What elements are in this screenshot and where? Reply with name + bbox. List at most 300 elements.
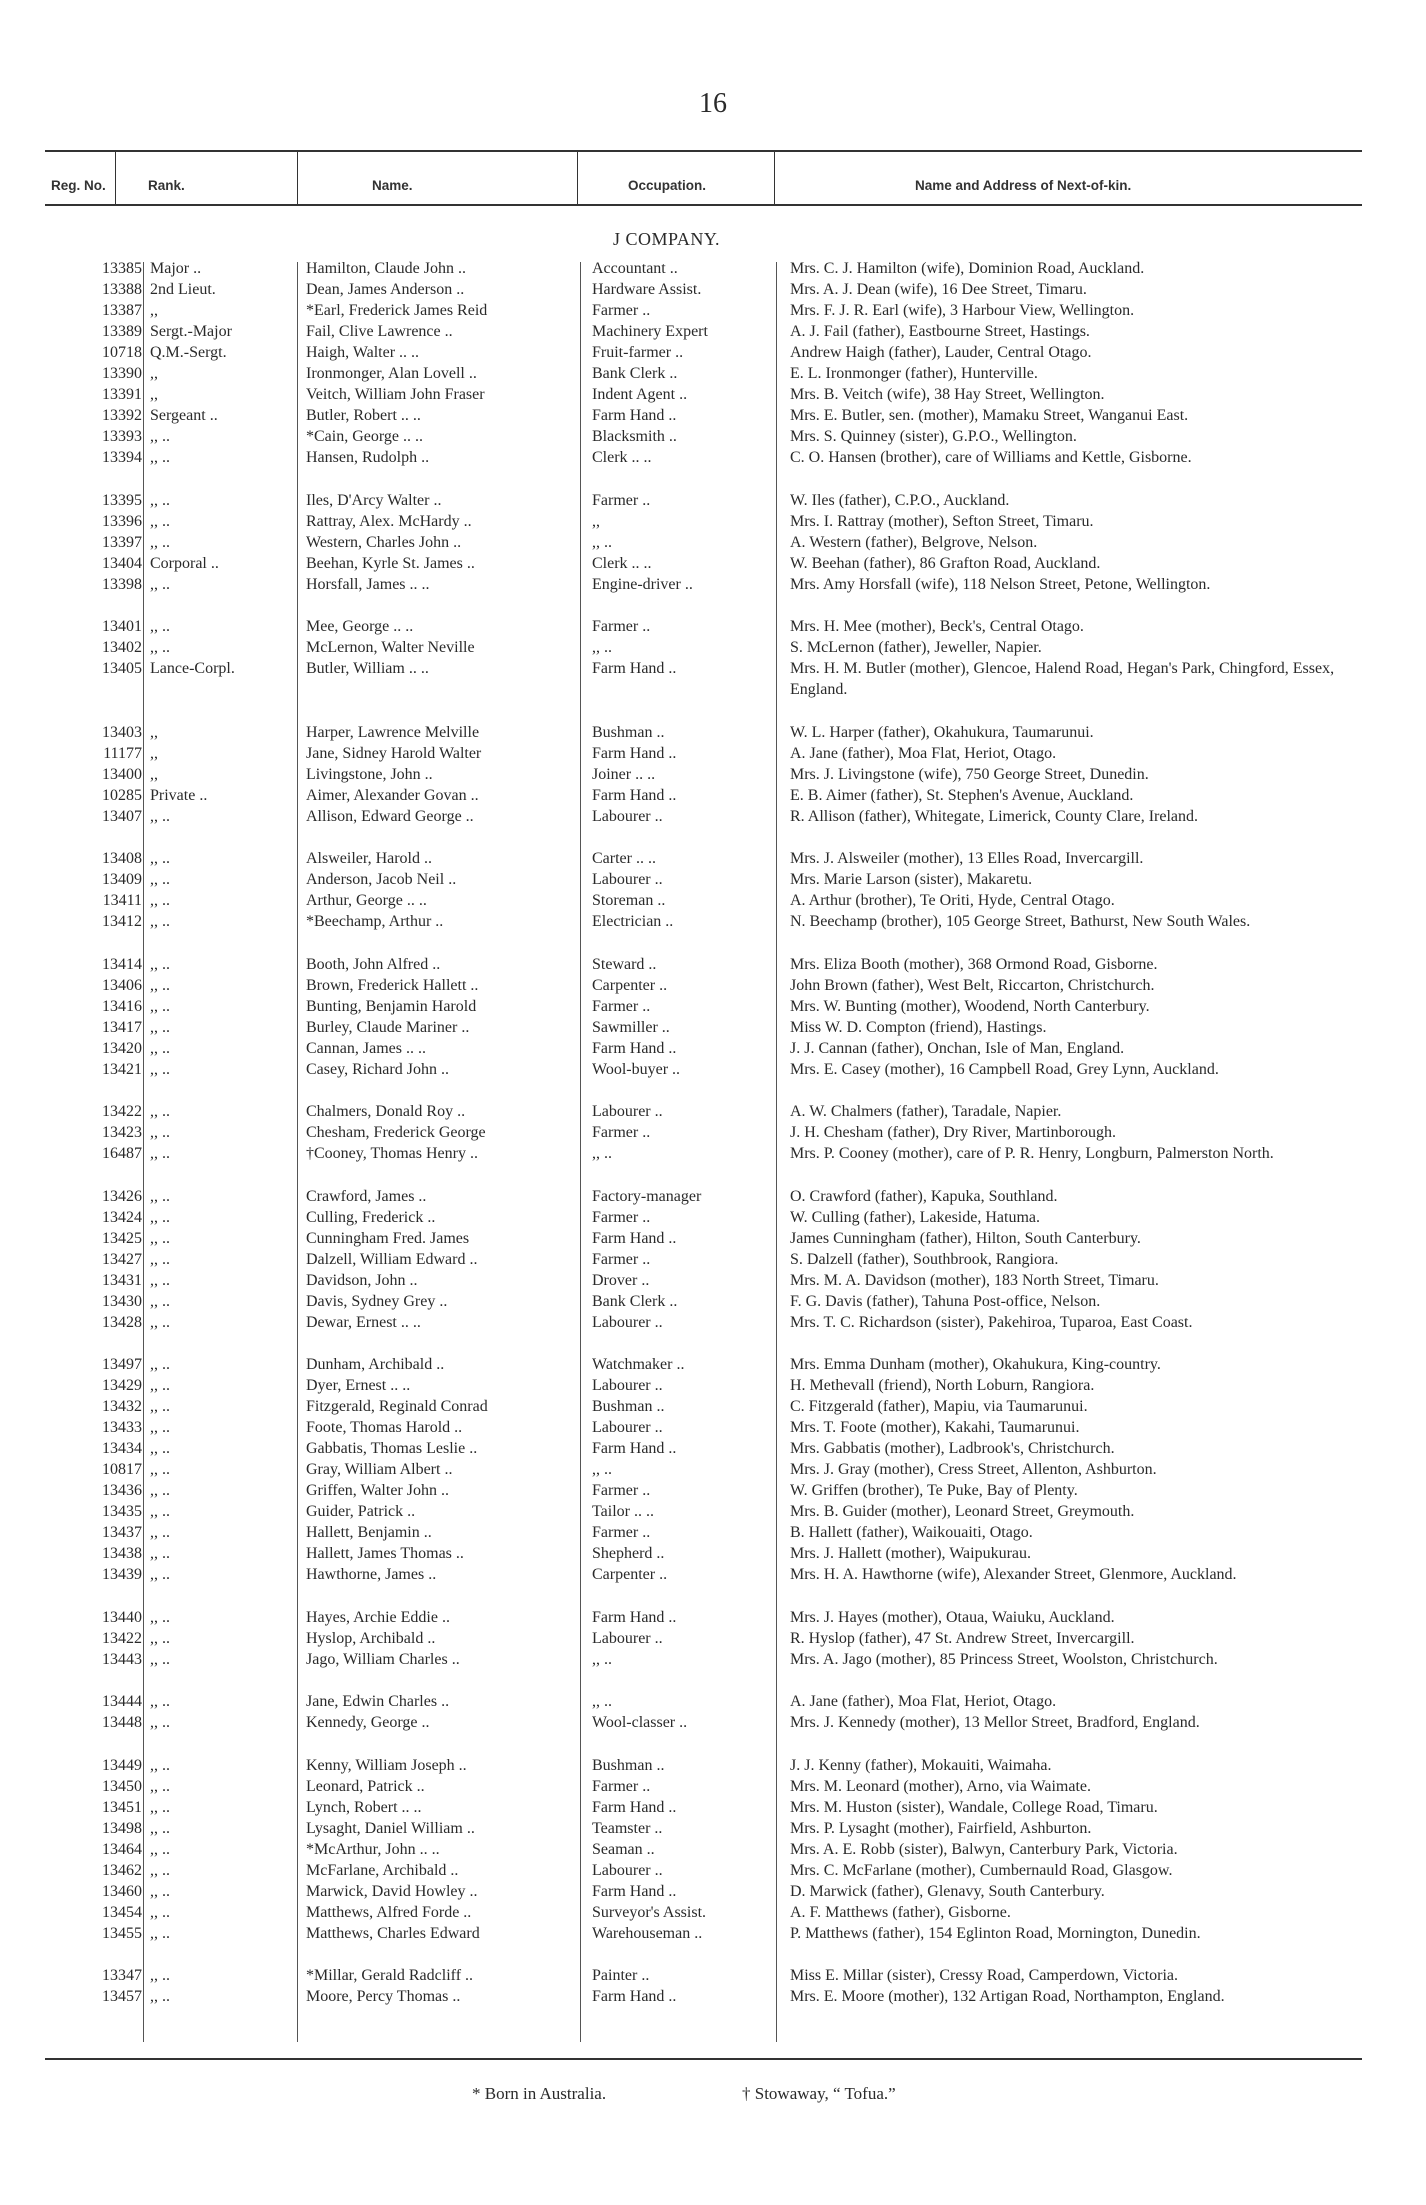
next-of-kin-cell: Mrs. Marie Larson (sister), Makaretu.: [790, 871, 1033, 888]
name-cell: Anderson, Jacob Neil ..: [306, 871, 457, 888]
next-of-kin-cell: Mrs. M. Leonard (mother), Arno, via Waimate.: [790, 1777, 1092, 1795]
name-cell: Chalmers, Donald Roy ..: [306, 1103, 466, 1120]
entry-group: [0, 1186, 1426, 1333]
table-row: [0, 342, 1426, 363]
rank-cell: Private ..: [150, 786, 208, 804]
rank-cell: ,, ..: [150, 1693, 170, 1710]
next-of-kin-cell: A. Western (father), Belgrove, Nelson.: [790, 533, 1038, 551]
name-cell: Allison, Edward George ..: [306, 807, 474, 825]
occupation-cell: Farm Hand ..: [592, 1229, 677, 1247]
rank-cell: ,, ..: [150, 1503, 170, 1520]
occupation-cell: ,, ..: [592, 1650, 612, 1668]
header-rank: Rank.: [148, 178, 185, 193]
name-cell: *Millar, Gerald Radcliff ..: [306, 1967, 474, 1984]
reg-no-cell: 13432: [102, 1398, 142, 1415]
next-of-kin-cell: Mrs. A. Jago (mother), 85 Princess Street, Woolston, Christchurch.: [790, 1650, 1218, 1668]
reg-no-cell: 13433: [102, 1419, 142, 1436]
occupation-cell: Tailor .. ..: [592, 1503, 654, 1520]
reg-no-cell: 13449: [102, 1756, 142, 1774]
next-of-kin-cell: Mrs. E. Butler, sen. (mother), Mamaku Street, Wanganui East.: [790, 407, 1189, 424]
name-cell: †Cooney, Thomas Henry ..: [306, 1145, 478, 1162]
name-cell: Hawthorne, James ..: [306, 1566, 437, 1583]
reg-no-cell: 13460: [102, 1882, 142, 1900]
name-cell: Hallett, Benjamin ..: [306, 1524, 432, 1541]
occupation-cell: Shepherd ..: [592, 1545, 665, 1562]
name-cell: Gabbatis, Thomas Leslie ..: [306, 1440, 478, 1457]
rank-cell: ,, ..: [150, 1650, 170, 1668]
occupation-cell: Farmer ..: [592, 997, 651, 1015]
next-of-kin-cell: Mrs. S. Quinney (sister), G.P.O., Wellington.: [790, 428, 1077, 445]
reg-no-cell: 13409: [102, 871, 142, 888]
table-row: [0, 553, 1426, 574]
rank-cell: ,, ..: [150, 1356, 170, 1373]
table-row: [0, 1375, 1426, 1396]
occupation-cell: Labourer ..: [592, 1103, 663, 1120]
name-cell: Brown, Frederick Hallett ..: [306, 976, 479, 994]
entry-group: [0, 1965, 1426, 2007]
reg-no-cell: 11177: [103, 744, 142, 762]
table-row: [0, 300, 1426, 321]
reg-no-cell: 13396: [102, 512, 142, 530]
name-cell: Butler, William .. ..: [306, 660, 429, 677]
rank-cell: ,,: [150, 723, 158, 741]
reg-no-cell: 13411: [102, 892, 142, 909]
table-row: [0, 1270, 1426, 1291]
rank-cell: ,, ..: [150, 491, 170, 509]
next-of-kin-cell: James Cunningham (father), Hilton, South Canterbury.: [790, 1229, 1141, 1247]
rank-cell: ,, ..: [150, 1124, 170, 1141]
reg-no-cell: 13425: [102, 1229, 142, 1247]
name-cell: *Beechamp, Arthur ..: [306, 913, 444, 930]
name-cell: Hamilton, Claude John ..: [306, 260, 466, 277]
reg-no-cell: 13391: [102, 386, 142, 403]
page-number: 16: [699, 88, 727, 119]
next-of-kin-cell: Mrs. M. Huston (sister), Wandale, College Road, Timaru.: [790, 1798, 1158, 1816]
occupation-cell: Painter ..: [592, 1967, 650, 1984]
rank-cell: ,, ..: [150, 1861, 170, 1879]
name-cell: Arthur, George .. ..: [306, 892, 427, 909]
reg-no-cell: 13388: [102, 281, 142, 298]
next-of-kin-cell: Miss W. D. Compton (friend), Hastings.: [790, 1018, 1047, 1036]
rank-cell: ,, ..: [150, 1145, 170, 1162]
occupation-cell: Farm Hand ..: [592, 786, 677, 804]
reg-no-cell: 13427: [102, 1250, 142, 1268]
rank-cell: ,,: [150, 365, 158, 382]
rank-cell: ,, ..: [150, 807, 170, 825]
next-of-kin-cell: A. Jane (father), Moa Flat, Heriot, Otago.: [790, 744, 1057, 762]
rank-cell: Sergt.-Major: [150, 323, 232, 340]
next-of-kin-cell: R. Hyslop (father), 47 St. Andrew Street, Invercargill.: [790, 1629, 1135, 1647]
rank-cell: ,, ..: [150, 871, 170, 888]
occupation-cell: Factory-manager: [592, 1187, 702, 1205]
reg-no-cell: 13402: [102, 639, 142, 656]
table-row: [0, 1755, 1426, 1776]
table-row: [0, 1818, 1426, 1839]
reg-no-cell: 13412: [102, 913, 142, 930]
rank-cell: ,, ..: [150, 575, 170, 593]
next-of-kin-cell: Mrs. C. J. Hamilton (wife), Dominion Road, Auckland.: [790, 260, 1145, 277]
rank-cell: ,, ..: [150, 1566, 170, 1583]
rank-cell: ,, ..: [150, 955, 170, 973]
table-row: [0, 890, 1426, 911]
next-of-kin-cell: C. O. Hansen (brother), care of Williams and Kettle, Gisborne.: [790, 449, 1192, 466]
table-row: [0, 1017, 1426, 1038]
reg-no-cell: 13436: [102, 1482, 142, 1499]
rank-cell: ,, ..: [150, 449, 170, 466]
next-of-kin-cell: E. B. Aimer (father), St. Stephen's Avenue, Auckland.: [790, 786, 1134, 804]
table-row: [0, 764, 1426, 785]
name-cell: Dyer, Ernest .. ..: [306, 1377, 411, 1394]
next-of-kin-cell: R. Allison (father), Whitegate, Limerick, County Clare, Ireland.: [790, 807, 1199, 825]
name-cell: Livingstone, John ..: [306, 765, 433, 783]
rank-cell: ,, ..: [150, 1840, 170, 1858]
table-row: [0, 405, 1426, 426]
rank-cell: ,, ..: [150, 1777, 170, 1795]
reg-no-cell: 13428: [102, 1313, 142, 1331]
next-of-kin-cell: P. Matthews (father), 154 Eglinton Road, Mornington, Dunedin.: [790, 1924, 1201, 1942]
next-of-kin-cell: Mrs. Eliza Booth (mother), 368 Ormond Road, Gisborne.: [790, 955, 1158, 973]
next-of-kin-cell: Mrs. J. Livingstone (wife), 750 George Street, Dunedin.: [790, 765, 1149, 783]
occupation-cell: Labourer ..: [592, 807, 663, 825]
next-of-kin-cell: W. L. Harper (father), Okahukura, Taumarunui.: [790, 723, 1094, 741]
reg-no-cell: 13437: [102, 1524, 142, 1541]
entry-group: [0, 258, 1426, 468]
occupation-cell: Storeman ..: [592, 892, 666, 909]
next-of-kin-cell: A. J. Fail (father), Eastbourne Street, Hastings.: [790, 323, 1090, 340]
table-row: [0, 616, 1426, 637]
occupation-cell: Farm Hand ..: [592, 660, 677, 677]
occupation-cell: Farm Hand ..: [592, 744, 677, 762]
name-cell: Chesham, Frederick George: [306, 1124, 486, 1141]
reg-no-cell: 13426: [102, 1187, 142, 1205]
table-row: [0, 1059, 1426, 1080]
next-of-kin-cell: A. Jane (father), Moa Flat, Heriot, Otago.: [790, 1693, 1057, 1710]
reg-no-cell: 13429: [102, 1377, 142, 1394]
next-of-kin-cell: Mrs. J. Gray (mother), Cress Street, Allenton, Ashburton.: [790, 1461, 1157, 1478]
next-of-kin-cell: Mrs. A. E. Robb (sister), Balwyn, Canterbury Park, Victoria.: [790, 1840, 1178, 1858]
occupation-cell: Labourer ..: [592, 1419, 663, 1436]
rank-cell: ,, ..: [150, 1714, 170, 1731]
table-row: [0, 511, 1426, 532]
rank-cell: ,, ..: [150, 1629, 170, 1647]
name-cell: Rattray, Alex. McHardy ..: [306, 512, 472, 530]
next-of-kin-cell: Mrs. C. McFarlane (mother), Cumbernauld Road, Glasgow.: [790, 1861, 1173, 1879]
name-cell: Dean, James Anderson ..: [306, 281, 465, 298]
reg-no-cell: 13389: [102, 323, 142, 340]
reg-no-cell: 13422: [102, 1103, 142, 1120]
entry-group: [0, 954, 1426, 1080]
occupation-cell: ,, ..: [592, 533, 612, 551]
reg-no-cell: 13393: [102, 428, 142, 445]
next-of-kin-cell: Mrs. B. Veitch (wife), 38 Hay Street, Wellington.: [790, 386, 1105, 403]
name-cell: Booth, John Alfred ..: [306, 955, 441, 973]
table-row: [0, 1459, 1426, 1480]
name-cell: Aimer, Alexander Govan ..: [306, 786, 479, 804]
reg-no-cell: 13462: [102, 1861, 142, 1879]
next-of-kin-cell: Andrew Haigh (father), Lauder, Central Otago.: [790, 344, 1092, 361]
reg-no-cell: 13395: [102, 491, 142, 509]
next-of-kin-cell: Mrs. J. Hayes (mother), Otaua, Waiuku, Auckland.: [790, 1608, 1115, 1626]
name-cell: Moore, Percy Thomas ..: [306, 1988, 461, 2005]
next-of-kin-cell: Mrs. J. Alsweiler (mother), 13 Elles Road, Invercargill.: [790, 850, 1144, 867]
table-row: [0, 1712, 1426, 1733]
next-of-kin-cell: Mrs. F. J. R. Earl (wife), 3 Harbour View, Wellington.: [790, 302, 1135, 319]
table-row: [0, 1839, 1426, 1860]
table-row: [0, 722, 1426, 743]
next-of-kin-cell: Mrs. P. Cooney (mother), care of P. R. Henry, Longburn, Palmerston North.: [790, 1145, 1274, 1162]
occupation-cell: Accountant ..: [592, 260, 678, 277]
entry-group: [0, 1101, 1426, 1164]
reg-no-cell: 13430: [102, 1292, 142, 1310]
table-row: [0, 1860, 1426, 1881]
rank-cell: ,, ..: [150, 1187, 170, 1205]
occupation-cell: Farm Hand ..: [592, 1608, 677, 1626]
rank-cell: ,, ..: [150, 997, 170, 1015]
rank-cell: ,, ..: [150, 1461, 170, 1478]
reg-no-cell: 13431: [102, 1271, 142, 1289]
rank-cell: ,,: [150, 386, 158, 403]
name-cell: Culling, Frederick ..: [306, 1208, 436, 1226]
table-row: [0, 1607, 1426, 1628]
reg-no-cell: 13450: [102, 1777, 142, 1795]
reg-no-cell: 13457: [102, 1988, 142, 2005]
rank-cell: ,, ..: [150, 1545, 170, 1562]
occupation-cell: Blacksmith ..: [592, 428, 677, 445]
name-cell: Iles, D'Arcy Walter ..: [306, 491, 442, 509]
reg-no-cell: 13439: [102, 1566, 142, 1583]
header-name: Name.: [372, 178, 413, 193]
next-of-kin-cell: Mrs. P. Lysaght (mother), Fairfield, Ashburton.: [790, 1819, 1092, 1837]
table-row: [0, 1417, 1426, 1438]
next-of-kin-cell: Mrs. W. Bunting (mother), Woodend, North Canterbury.: [790, 997, 1150, 1015]
name-cell: Kenny, William Joseph ..: [306, 1756, 467, 1774]
next-of-kin-cell: Mrs. J. Kennedy (mother), 13 Mellor Street, Bradford, England.: [790, 1714, 1200, 1731]
occupation-cell: Farm Hand ..: [592, 1440, 677, 1457]
name-cell: Jane, Edwin Charles ..: [306, 1693, 450, 1710]
table-row: [0, 806, 1426, 827]
rank-cell: Corporal ..: [150, 554, 219, 572]
reg-no-cell: 13397: [102, 533, 142, 551]
occupation-cell: Carpenter ..: [592, 976, 668, 994]
name-cell: Hayes, Archie Eddie ..: [306, 1608, 450, 1626]
rank-cell: ,, ..: [150, 976, 170, 994]
rank-cell: ,, ..: [150, 1419, 170, 1436]
table-row: [0, 1207, 1426, 1228]
occupation-cell: Watchmaker ..: [592, 1356, 685, 1373]
table-row: [0, 1522, 1426, 1543]
next-of-kin-cell: Mrs. H. M. Butler (mother), Glencoe, Halend Road, Hegan's Park, Chingford, Essex, England.: [790, 660, 1335, 698]
rank-cell: ,, ..: [150, 850, 170, 867]
reg-no-cell: 13438: [102, 1545, 142, 1562]
next-of-kin-cell: Mrs. H. Mee (mother), Beck's, Central Otago.: [790, 618, 1084, 635]
reg-no-cell: 13390: [102, 365, 142, 382]
occupation-cell: Electrician ..: [592, 913, 674, 930]
table-row: [0, 1291, 1426, 1312]
company-title: J COMPANY.: [613, 229, 721, 249]
table-row: [0, 1923, 1426, 1944]
footnote-stowaway: † Stowaway, “ Tofua.”: [742, 2084, 896, 2103]
rank-cell: Q.M.-Sergt.: [150, 344, 227, 361]
next-of-kin-cell: A. F. Matthews (father), Gisborne.: [790, 1903, 1011, 1921]
name-cell: Beehan, Kyrle St. James ..: [306, 554, 475, 572]
name-cell: Alsweiler, Harold ..: [306, 850, 432, 867]
table-row: [0, 321, 1426, 342]
rank-cell: ,,: [150, 744, 158, 762]
table-row: [0, 1480, 1426, 1501]
name-cell: Jago, William Charles ..: [306, 1650, 460, 1668]
rank-cell: ,, ..: [150, 892, 170, 909]
occupation-cell: Farmer ..: [592, 1482, 651, 1499]
name-cell: Butler, Robert .. ..: [306, 407, 421, 424]
reg-no-cell: 13464: [102, 1840, 142, 1858]
table-row: [0, 1986, 1426, 2007]
next-of-kin-cell: J. J. Cannan (father), Onchan, Isle of Man, England.: [790, 1039, 1125, 1057]
occupation-cell: Carpenter ..: [592, 1566, 668, 1583]
name-cell: Matthews, Charles Edward: [306, 1924, 480, 1942]
rank-cell: ,, ..: [150, 1967, 170, 1984]
reg-no-cell: 13498: [102, 1819, 142, 1837]
rank-cell: 2nd Lieut.: [150, 281, 216, 298]
reg-no-cell: 13398: [102, 575, 142, 593]
name-cell: Griffen, Walter John ..: [306, 1482, 449, 1499]
rank-cell: Major ..: [150, 260, 202, 277]
next-of-kin-cell: Mrs. Emma Dunham (mother), Okahukura, King-country.: [790, 1356, 1161, 1373]
reg-no-cell: 10817: [102, 1461, 142, 1478]
occupation-cell: Labourer ..: [592, 1629, 663, 1647]
name-cell: Hyslop, Archibald ..: [306, 1629, 436, 1647]
footnote-born-in-australia: * Born in Australia.: [472, 2084, 607, 2103]
occupation-cell: Labourer ..: [592, 1377, 663, 1394]
table-row: [0, 1501, 1426, 1522]
entry-group: [0, 1354, 1426, 1585]
occupation-cell: Clerk .. ..: [592, 554, 652, 572]
entry-group: [0, 490, 1426, 595]
header-occupation: Occupation.: [628, 178, 707, 193]
entry-group: [0, 1691, 1426, 1733]
table-row: [0, 1965, 1426, 1986]
reg-no-cell: 13401: [102, 618, 142, 635]
next-of-kin-cell: Mrs. I. Rattray (mother), Sefton Street, Timaru.: [790, 512, 1094, 530]
footer-rule: [45, 2058, 1362, 2060]
table-row: [0, 637, 1426, 658]
reg-no-cell: 13385: [102, 260, 142, 277]
header-reg-no: Reg. No.: [51, 178, 106, 193]
next-of-kin-cell: W. Iles (father), C.P.O., Auckland.: [790, 491, 1010, 509]
occupation-cell: ,, ..: [592, 1693, 612, 1710]
occupation-cell: Farmer ..: [592, 1208, 651, 1226]
occupation-cell: ,, ..: [592, 1461, 612, 1478]
occupation-cell: Hardware Assist.: [592, 281, 702, 298]
name-cell: Foote, Thomas Harold ..: [306, 1419, 463, 1436]
reg-no-cell: 13406: [102, 976, 142, 994]
table-row: [0, 1902, 1426, 1923]
name-cell: Leonard, Patrick ..: [306, 1777, 425, 1795]
table-row: [0, 1312, 1426, 1333]
name-cell: Davis, Sydney Grey ..: [306, 1292, 448, 1310]
table-row: [0, 1186, 1426, 1207]
next-of-kin-cell: W. Griffen (brother), Te Puke, Bay of Plenty.: [790, 1482, 1078, 1499]
reg-no-cell: 10285: [102, 786, 142, 804]
entry-group: [0, 848, 1426, 932]
next-of-kin-cell: John Brown (father), West Belt, Riccarton, Christchurch.: [790, 976, 1155, 994]
name-cell: Jane, Sidney Harold Walter: [306, 744, 482, 762]
occupation-cell: ,, ..: [592, 1145, 612, 1162]
next-of-kin-cell: A. Arthur (brother), Te Oriti, Hyde, Central Otago.: [790, 892, 1115, 909]
next-of-kin-cell: Mrs. T. Foote (mother), Kakahi, Taumarunui.: [790, 1419, 1080, 1436]
rank-cell: ,, ..: [150, 639, 170, 656]
occupation-cell: Bushman ..: [592, 723, 665, 741]
table-row: [0, 1797, 1426, 1818]
rank-cell: ,, ..: [150, 1924, 170, 1942]
name-cell: McLernon, Walter Neville: [306, 639, 475, 656]
occupation-cell: Joiner .. ..: [592, 765, 656, 783]
reg-no-cell: 13405: [102, 660, 142, 677]
table-row: [0, 1543, 1426, 1564]
occupation-cell: Bushman ..: [592, 1756, 665, 1774]
table-row: [0, 279, 1426, 300]
occupation-cell: Bank Clerk ..: [592, 365, 678, 382]
rank-cell: ,, ..: [150, 1798, 170, 1816]
occupation-cell: Farmer ..: [592, 491, 651, 509]
name-cell: Fitzgerald, Reginald Conrad: [306, 1398, 488, 1415]
occupation-cell: Machinery Expert: [592, 323, 708, 340]
table-row: [0, 1354, 1426, 1375]
reg-no-cell: 13347: [102, 1967, 142, 1984]
next-of-kin-cell: J. H. Chesham (father), Dry River, Martinborough.: [790, 1124, 1116, 1141]
name-cell: Kennedy, George ..: [306, 1714, 430, 1731]
rank-cell: ,, ..: [150, 1398, 170, 1415]
occupation-cell: Indent Agent ..: [592, 386, 688, 403]
occupation-cell: Farmer ..: [592, 618, 651, 635]
name-cell: McFarlane, Archibald ..: [306, 1861, 459, 1879]
rank-cell: ,, ..: [150, 1060, 170, 1078]
reg-no-cell: 16487: [102, 1145, 142, 1162]
next-of-kin-cell: F. G. Davis (father), Tahuna Post-office, Nelson.: [790, 1292, 1101, 1310]
table-row: [0, 1122, 1426, 1143]
reg-no-cell: 13434: [102, 1440, 142, 1457]
name-cell: Hansen, Rudolph ..: [306, 449, 430, 466]
occupation-cell: Farm Hand ..: [592, 1988, 677, 2005]
occupation-cell: Farmer ..: [592, 1524, 651, 1541]
name-cell: Guider, Patrick ..: [306, 1503, 416, 1520]
table-row: [0, 1228, 1426, 1249]
rank-cell: ,, ..: [150, 1756, 170, 1774]
table-row: [0, 447, 1426, 468]
name-cell: Lynch, Robert .. ..: [306, 1798, 422, 1816]
name-cell: Horsfall, James .. ..: [306, 575, 430, 593]
table-row: [0, 911, 1426, 932]
occupation-cell: Farm Hand ..: [592, 1039, 677, 1057]
reg-no-cell: 13414: [102, 955, 142, 973]
name-cell: Haigh, Walter .. ..: [306, 344, 420, 361]
rank-cell: ,, ..: [150, 913, 170, 930]
occupation-cell: Farm Hand ..: [592, 1882, 677, 1900]
occupation-cell: Steward ..: [592, 955, 657, 973]
rank-cell: ,, ..: [150, 1882, 170, 1900]
next-of-kin-cell: Mrs. T. C. Richardson (sister), Pakehiroa, Tuparoa, East Coast.: [790, 1313, 1193, 1331]
table-row: [0, 869, 1426, 890]
occupation-cell: Farmer ..: [592, 302, 651, 319]
table-row: [0, 574, 1426, 595]
occupation-cell: Sawmiller ..: [592, 1018, 670, 1036]
reg-no-cell: 13408: [102, 850, 142, 867]
reg-no-cell: 13422: [102, 1629, 142, 1647]
table-row: [0, 1143, 1426, 1164]
reg-no-cell: 13404: [102, 554, 142, 572]
table-row: [0, 975, 1426, 996]
next-of-kin-cell: Mrs. A. J. Dean (wife), 16 Dee Street, Timaru.: [790, 281, 1087, 298]
name-cell: *Earl, Frederick James Reid: [306, 302, 488, 319]
